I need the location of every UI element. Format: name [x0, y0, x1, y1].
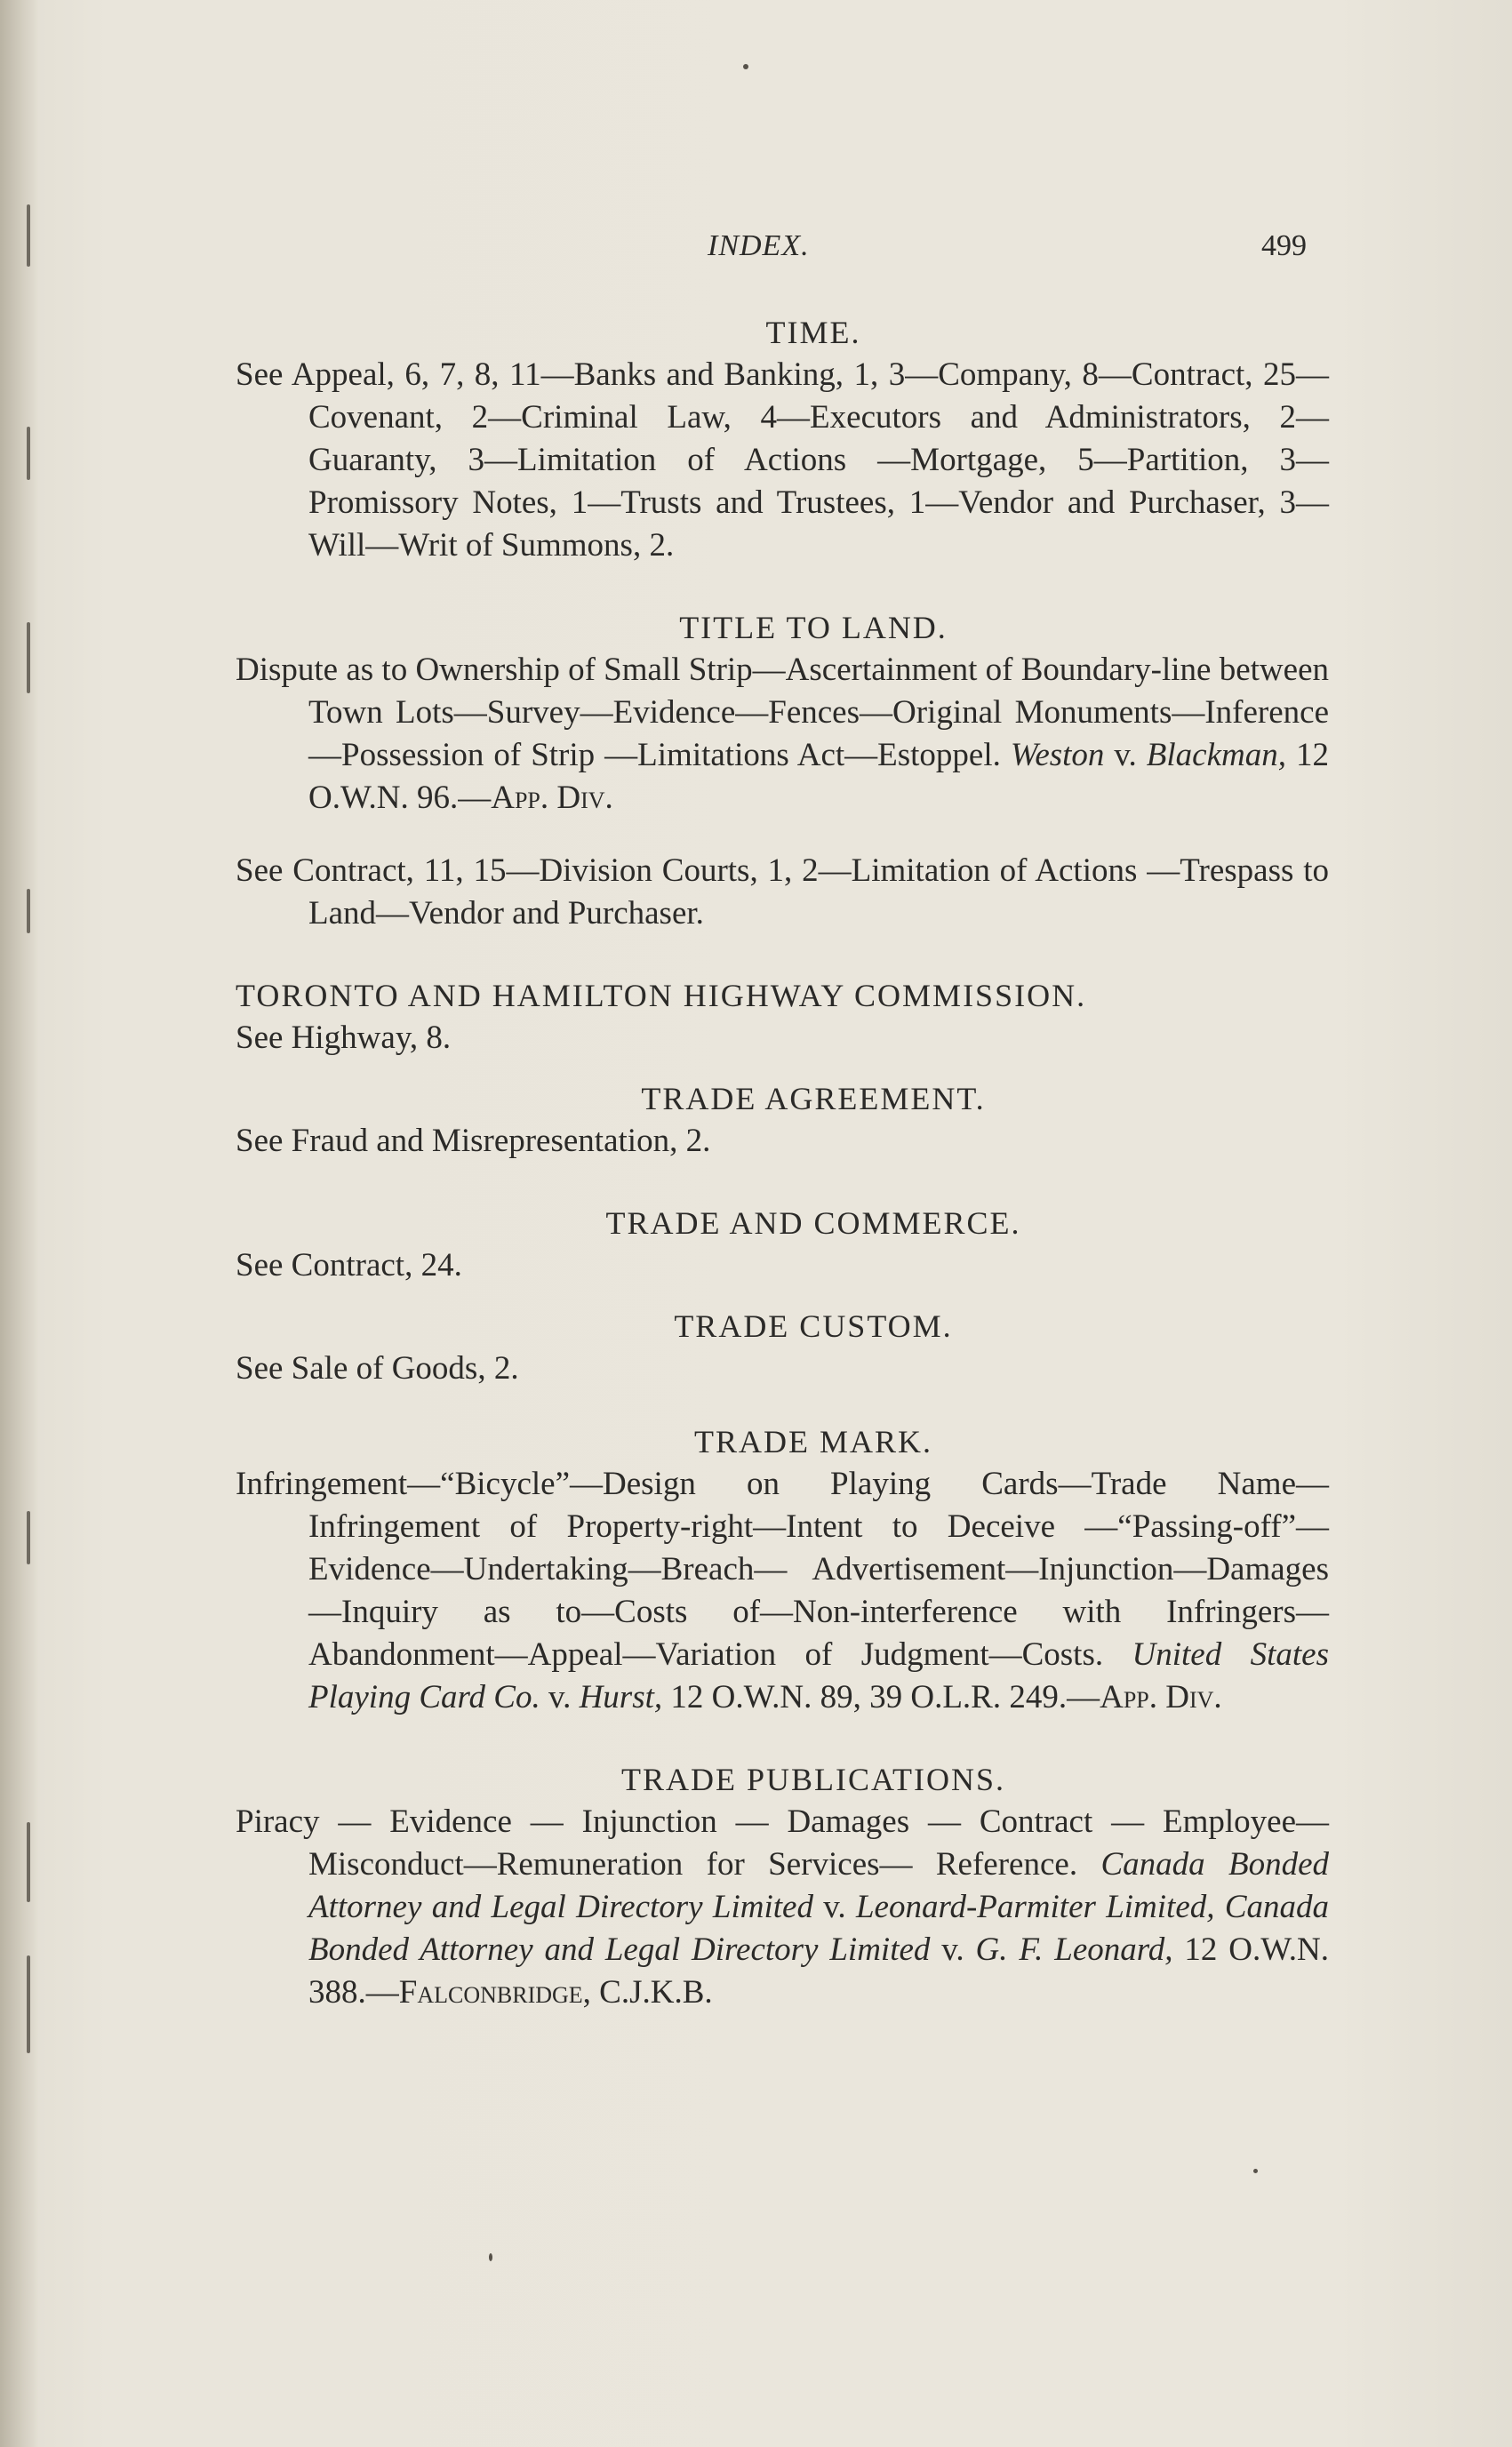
- case-name: Canada Bonded Attorney and Legal Directory Limited: [308, 1846, 1330, 1925]
- section-gap: [236, 935, 1329, 974]
- running-head-title: INDEX.: [708, 229, 810, 262]
- index-entry: [236, 1463, 1329, 1719]
- section-gap: [236, 1287, 1329, 1305]
- spine-mark: [27, 427, 30, 480]
- entry-text: v.: [930, 1931, 976, 1968]
- entry-text: v.: [1104, 737, 1147, 773]
- entry-text: See Contract, 11, 15—Division Courts, 1, 2—Limitation of Actions —Trespass to Land—Vendor and Purchaser.: [236, 852, 1329, 932]
- entry-text: See Appeal, 6, 7, 8, 11—Banks and Banking, 1, 3—Company, 8—Contract, 25—Covenant, 2—Criminal Law, 4—Executors and Administrators, 2—Guaranty, 3—Limitation of Actions —Mortgage, 5—Partition, 3—Promissory Notes, 1—Trusts and Trustees, 1—Vendor and Purchaser, 3—Will—Writ of Summons, 2.: [236, 356, 1329, 564]
- entry-text: See Fraud and Misrepresentation, 2.: [236, 1123, 711, 1159]
- index-entry: [236, 850, 1329, 935]
- case-name: G. F. Leonard,: [975, 1931, 1173, 1968]
- index-entry: [236, 354, 1329, 567]
- case-name: Weston: [1010, 737, 1105, 773]
- entry-text: 12 O.W.N. 96.—: [308, 737, 1329, 816]
- spine-mark: [27, 889, 30, 933]
- index-entry: [236, 649, 1329, 820]
- case-name: United States Playing Card Co.: [308, 1636, 1329, 1715]
- section-heading: TITLE TO LAND.: [679, 610, 948, 645]
- court-label: App. Div.: [491, 780, 613, 816]
- case-name: Hurst,: [579, 1679, 663, 1715]
- index-content: [236, 311, 1329, 2014]
- section-heading: TRADE MARK.: [693, 1424, 932, 1459]
- section-gap: [236, 1719, 1329, 1758]
- entry-text: Piracy — Evidence — Injunction — Damages — Contract — Employee—Misconduct—Remuneration for Services— Reference.: [236, 1803, 1329, 1883]
- entry-text: Dispute as to Ownership of Small Strip—Ascertainment of Boundary-line between Town Lots—Survey—Evidence—Fences—Original Monuments—Inference—Possession of Strip —Limitations Act—Estoppel.: [236, 652, 1329, 773]
- entry-text: v.: [812, 1889, 856, 1925]
- spine-mark: [27, 622, 30, 693]
- case-name: Blackman,: [1146, 737, 1286, 773]
- stray-mark: [489, 2253, 492, 2261]
- index-entry: [236, 1244, 1329, 1287]
- section-heading: TIME.: [765, 315, 861, 350]
- entry-text: C.J.K.B.: [590, 1974, 713, 2011]
- running-head: [231, 229, 1307, 268]
- section-gap: [236, 1060, 1329, 1077]
- section-heading: TRADE AGREEMENT.: [641, 1081, 986, 1116]
- section-heading: TRADE PUBLICATIONS.: [620, 1762, 1005, 1797]
- entry-text: See Highway, 8.: [236, 1020, 452, 1056]
- case-name: Leonard-Parmiter Limited, Canada Bonded Attorney and Legal Directory Limited: [308, 1889, 1329, 1968]
- entry-gap: [236, 820, 1329, 850]
- section-heading: TRADE AND COMMERCE.: [605, 1205, 1021, 1241]
- section-heading: TRADE CUSTOM.: [674, 1308, 953, 1344]
- book-spine-shadow: [0, 0, 39, 2447]
- section-gap: [236, 1163, 1329, 1202]
- spine-mark: [27, 1511, 30, 1564]
- index-entry: [236, 1120, 1329, 1163]
- spine-mark: [27, 1822, 30, 1902]
- entry-text: See Sale of Goods, 2.: [236, 1350, 519, 1387]
- section-gap: [236, 567, 1329, 606]
- entry-text: Infringement—“Bicycle”—Design on Playing Cards—Trade Name—Infringement of Property-right—Intent to Deceive —“Passing-off”—Evidence—Undertaking—Breach— Advertisement—Injunction—Damages—Inquiry as to—Costs of—Non-interference with Infringers—Abandonment—Appeal—Variation of Judgment—Costs.: [236, 1466, 1329, 1673]
- court-label: Falconbridge,: [398, 1974, 591, 2011]
- stray-mark: [743, 64, 748, 69]
- entry-text: 12 O.W.N. 89, 39 O.L.R. 249.—: [662, 1679, 1100, 1715]
- section-gap: [236, 1390, 1329, 1420]
- court-label: App. Div.: [1100, 1679, 1222, 1715]
- page-number: 499: [1261, 229, 1307, 262]
- entry-text: 12 O.W.N. 388.—: [308, 1931, 1329, 2011]
- stray-mark: [1253, 2169, 1258, 2173]
- index-entry: [236, 1017, 1329, 1060]
- entry-text: v.: [540, 1679, 580, 1715]
- section-heading: TORONTO AND HAMILTON HIGHWAY COMMISSION.: [236, 978, 1087, 1013]
- spine-mark: [27, 204, 30, 267]
- entry-text: See Contract, 24.: [236, 1247, 462, 1283]
- index-entry: [236, 1801, 1329, 2014]
- spine-mark: [27, 1955, 30, 2053]
- index-entry: [236, 1347, 1329, 1390]
